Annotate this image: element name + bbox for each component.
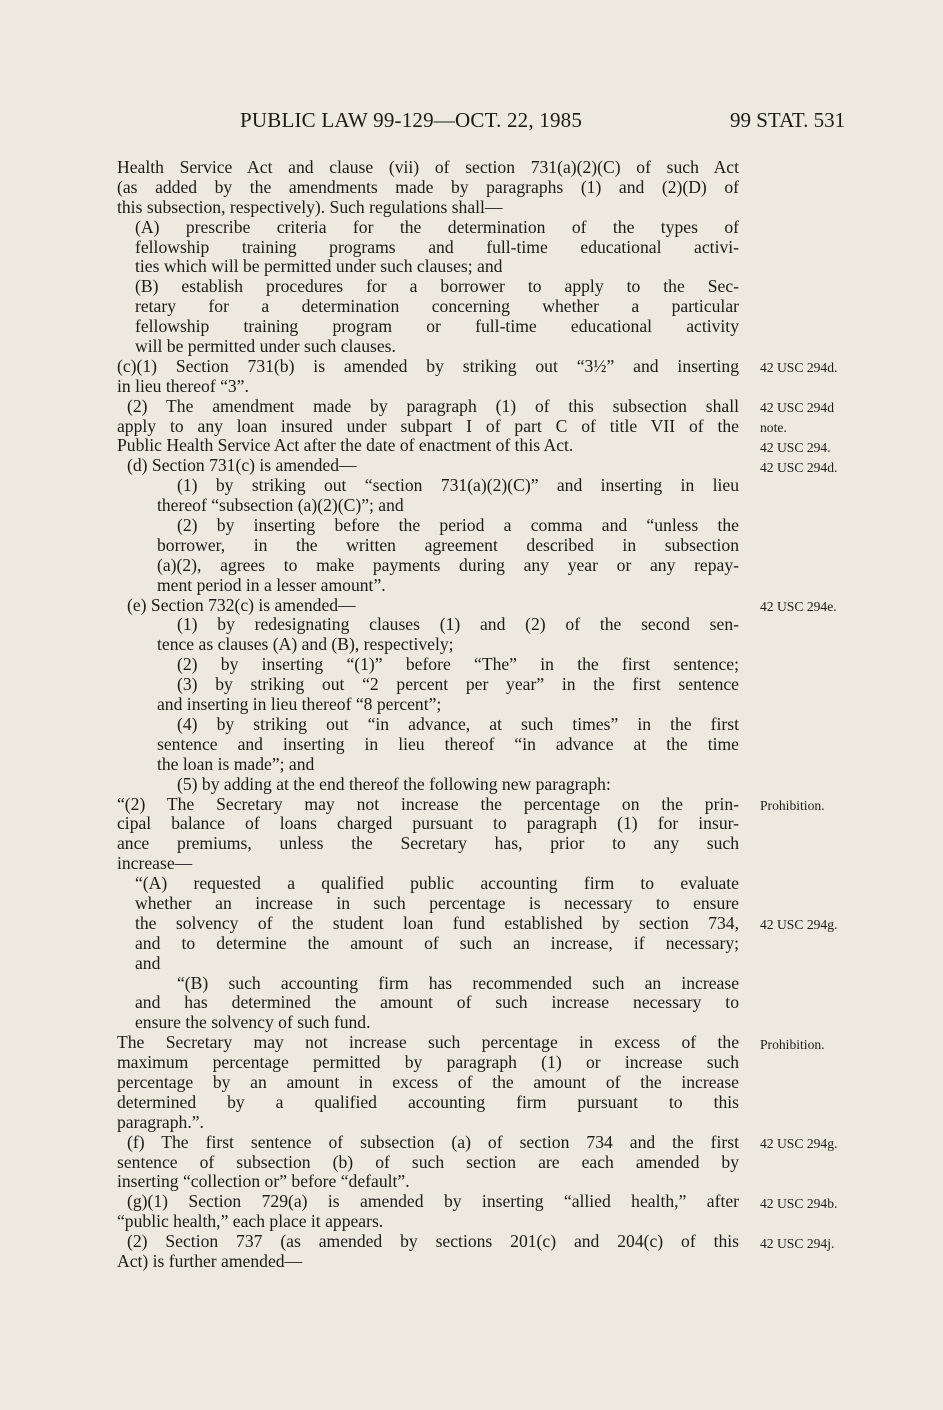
margin-note: Prohibition. <box>760 1036 825 1052</box>
text-line: the loan is made”; and <box>157 753 315 774</box>
text-line: whether an increase in such percentage is necessary to ensure <box>135 892 739 913</box>
text-line: (2) by inserting before the period a comma and “unless the <box>177 515 739 536</box>
text-line: retary for a determination concerning whether a particular <box>135 296 739 317</box>
text-line: (d) Section 731(c) is amended— <box>127 455 357 476</box>
text-line: “(B) such accounting firm has recommended such an increase <box>177 972 739 993</box>
text-line: sentence and inserting in lieu thereof “in advance at the time <box>157 733 739 754</box>
text-line: (4) by striking out “in advance, at such times” in the first <box>177 713 739 734</box>
text-line: inserting “collection or” before “default”. <box>117 1171 410 1192</box>
text-line: (2) The amendment made by paragraph (1) of this subsection shall <box>127 395 739 416</box>
text-line: will be permitted under such clauses. <box>135 336 396 357</box>
margin-note: 42 USC 294. <box>760 439 831 455</box>
text-line: in lieu thereof “3”. <box>117 375 249 396</box>
text-line: The Secretary may not increase such percentage in excess of the <box>117 1032 739 1053</box>
text-line: (a)(2), agrees to make payments during any year or any repay- <box>157 554 739 575</box>
text-line: paragraph.”. <box>117 1111 204 1132</box>
text-line: and has determined the amount of such increase necessary to <box>135 992 739 1013</box>
text-line: fellowship training program or full-time educational activity <box>135 316 739 337</box>
text-line: thereof “subsection (a)(2)(C)”; and <box>157 495 404 516</box>
text-line: (2) Section 737 (as amended by sections 201(c) and 204(c) of this <box>127 1231 739 1252</box>
margin-note: 42 USC 294d. <box>760 360 838 375</box>
text-line: (f) The first sentence of subsection (a) of section 734 and the first <box>127 1131 739 1152</box>
margin-note: 42 USC 294d. <box>760 459 838 475</box>
text-line: (e) Section 732(c) is amended— <box>127 594 356 615</box>
text-line: borrower, in the written agreement described in subsection <box>157 534 739 555</box>
margin-note: 42 USC 294g. <box>760 917 838 933</box>
text-line: cipal balance of loans charged pursuant to paragraph (1) for insur- <box>117 813 739 834</box>
page-header <box>0 108 943 134</box>
margin-note: 42 USC 294d <box>760 399 835 415</box>
margin-note: Prohibition. <box>760 797 825 813</box>
text-line: (5) by adding at the end thereof the following new paragraph: <box>177 773 611 794</box>
text-line: (1) by redesignating clauses (1) and (2) of the second sen- <box>177 614 739 635</box>
text-line: (as added by the amendments made by paragraphs (1) and (2)(D) of <box>117 176 739 197</box>
text-line: apply to any loan insured under subpart I of part C of title VII of the <box>117 415 739 436</box>
text-line: maximum percentage permitted by paragraph (1) or increase such <box>117 1052 739 1073</box>
text-line: Health Service Act and clause (vii) of section 731(a)(2)(C) of such Act <box>117 157 739 177</box>
text-line: (g)(1) Section 729(a) is amended by inserting “allied health,” after <box>127 1191 739 1212</box>
text-line: Public Health Service Act after the date of enactment of this Act. <box>117 435 574 456</box>
text-line: percentage by an amount in excess of the amount of the increase <box>117 1071 739 1092</box>
text-line: ance premiums, unless the Secretary has, prior to any such <box>117 833 739 854</box>
margin-note: 42 USC 294j. <box>760 1235 835 1251</box>
text-line: and <box>135 952 161 973</box>
text-line: tence as clauses (A) and (B), respectively; <box>157 634 454 655</box>
text-line: fellowship training programs and full-time educational activi- <box>135 236 739 257</box>
text-line: (3) by striking out “2 percent per year” in the first sentence <box>177 674 739 695</box>
margin-note: note. <box>760 419 787 435</box>
margin-note: 42 USC 294e. <box>760 598 837 614</box>
text-line: (c)(1) Section 731(b) is amended by striking out “3½” and inserting <box>117 355 739 376</box>
text-line: this subsection, respectively). Such regulations shall— <box>117 196 503 217</box>
text-line: and inserting in lieu thereof “8 percent”; <box>157 694 442 715</box>
body-text <box>117 158 739 1272</box>
text-line: (1) by striking out “section 731(a)(2)(C)” and inserting in lieu <box>177 475 739 496</box>
text-line: (B) establish procedures for a borrower to apply to the Sec- <box>135 276 739 297</box>
page-title: PUBLIC LAW 99-129—OCT. 22, 1985 <box>240 108 583 132</box>
text-line: (A) prescribe criteria for the determination of the types of <box>135 216 739 237</box>
text-line: (2) by inserting “(1)” before “The” in the first sentence; <box>177 654 739 675</box>
text-line: determined by a qualified accounting firm pursuant to this <box>117 1091 739 1112</box>
text-line: “(A) requested a qualified public accounting firm to evaluate <box>135 873 739 894</box>
text-line: and to determine the amount of such an increase, if necessary; <box>135 932 739 953</box>
text-line: the solvency of the student loan fund established by section 734, <box>135 912 739 933</box>
text-line: Act) is further amended— <box>117 1250 303 1271</box>
text-line: increase— <box>117 853 193 874</box>
text-line: ties which will be permitted under such clauses; and <box>135 256 503 277</box>
text-line: ment period in a lesser amount”. <box>157 574 386 595</box>
text-line: “public health,” each place it appears. <box>117 1211 384 1232</box>
margin-note: 42 USC 294g. <box>760 1136 838 1152</box>
text-line: “(2) The Secretary may not increase the percentage on the prin- <box>117 793 739 814</box>
stat-page-number: 99 STAT. 531 <box>730 108 846 132</box>
text-line: sentence of subsection (b) of such section are each amended by <box>117 1151 739 1172</box>
margin-note: 42 USC 294b. <box>760 1195 838 1211</box>
text-line: ensure the solvency of such fund. <box>135 1012 371 1033</box>
